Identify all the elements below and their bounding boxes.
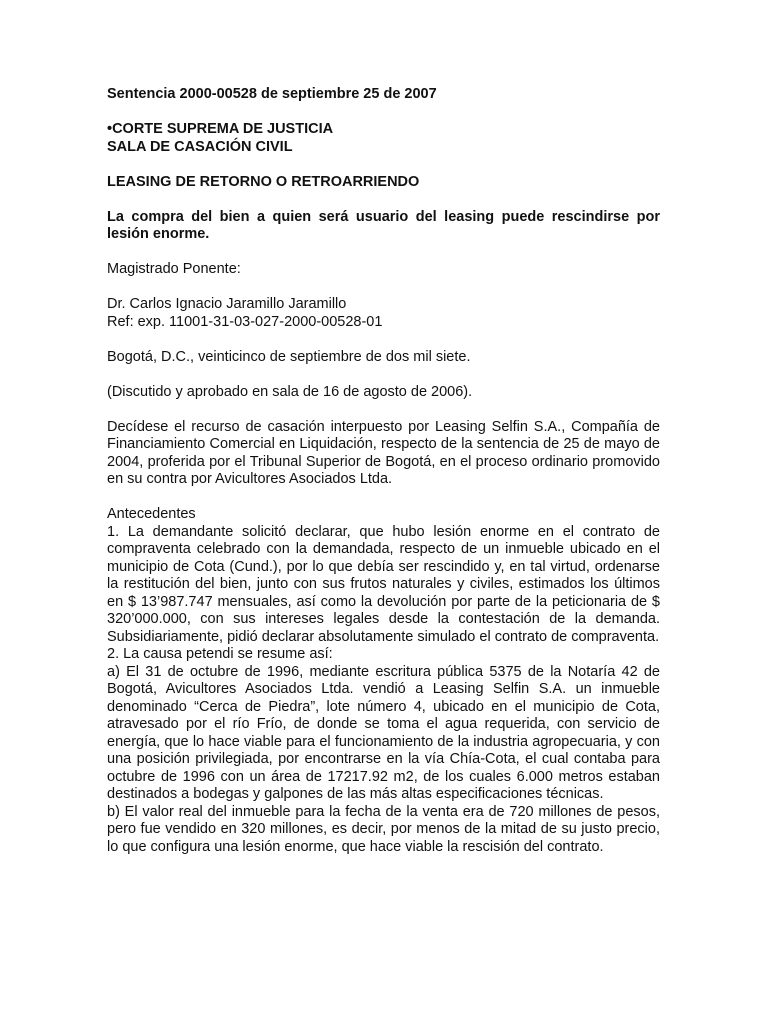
court-name: •CORTE SUPREMA DE JUSTICIA	[107, 121, 334, 137]
spacer	[107, 191, 660, 209]
paragraph-2b: b) El valor real del inmueble para la fecha de la venta era de 720 millones de pesos, pero fue vendido en 320 millones, es decir, por menos de la mitad de su justo precio, lo que configura una lesión enorme, que hace viable la rescisión del contrato.	[107, 803, 660, 855]
spacer	[107, 104, 660, 122]
spacer	[107, 401, 660, 419]
summary-statement: La compra del bien a quien será usuario del leasing puede rescindirse por lesión enorme.	[107, 208, 660, 242]
approval-note: (Discutido y aprobado en sala de 16 de agosto de 2006).	[107, 383, 473, 400]
spacer	[107, 331, 660, 349]
place-date: Bogotá, D.C., veinticinco de septiembre de dos mil siete.	[107, 348, 471, 365]
topic-title: LEASING DE RETORNO O RETROARRIENDO	[107, 173, 420, 190]
paragraph-2a: a) El 31 de octubre de 1996, mediante escritura pública 5375 de la Notaría 42 de Bogotá, Avicultores Asociados Ltda. vendió a Leasing Selfin S.A. un inmueble denominado “Cerca de Piedra”, lote número 4, ubicado en el municipio de Cota, atravesado por el río Frío, de donde se toma el agua requerida, con servicio de energía, que lo hace viable para el funcionamiento de la industria agropecuaria, y con una posición privilegiada, por encontrarse en la vía Chía-Cota, el cual contaba para octubre de 1996 con un área de 17217.92 m2, de los cuales 6.000 metros estaban destinados a bodegas y galpones de las más altas especificaciones técnicas.	[107, 663, 660, 802]
spacer	[107, 489, 660, 507]
paragraph-2: 2. La causa petendi se resume así:	[107, 646, 333, 662]
spacer	[107, 156, 660, 174]
paragraph-1: 1. La demandante solicitó declarar, que hubo lesión enorme en el contrato de compraventa celebrado con la demandada, respecto de un inmueble ubicado en el municipio de Cota (Cund.), por lo que debía ser rescindido y, en tal virtud, ordenarse la restitución del bien, junto con sus frutos naturales y civiles, estimados los últimos en $ 13’987.747 mensuales, así como la devolución por parte de la peticionaria de $ 320’000.000, con sus intereses legales desde la contestación de la demanda. Subsidiariamente, pidió declarar absolutamente simulado el contrato de compraventa.	[107, 523, 660, 645]
magistrate-label: Magistrado Ponente:	[107, 261, 241, 277]
court-chamber: SALA DE CASACIÓN CIVIL	[107, 138, 293, 155]
spacer	[107, 244, 660, 262]
spacer	[107, 366, 660, 384]
intro-paragraph: Decídese el recurso de casación interpuesto por Leasing Selfin S.A., Compañía de Financiamiento Comercial en Liquidación, respecto de la sentencia de 25 de mayo de 2004, proferida por el Tribunal Superior de Bogotá, en el proceso ordinario promovido en su contra por Avicultores Asociados Ltda.	[107, 418, 660, 487]
section-title: Antecedentes	[107, 506, 196, 522]
case-reference: Ref: exp. 11001-31-03-027-2000-00528-01	[107, 313, 383, 330]
spacer	[107, 279, 660, 297]
document-page	[107, 86, 660, 856]
document-heading: Sentencia 2000-00528 de septiembre 25 de 2007	[107, 86, 437, 102]
magistrate-name: Dr. Carlos Ignacio Jaramillo Jaramillo	[107, 296, 347, 312]
